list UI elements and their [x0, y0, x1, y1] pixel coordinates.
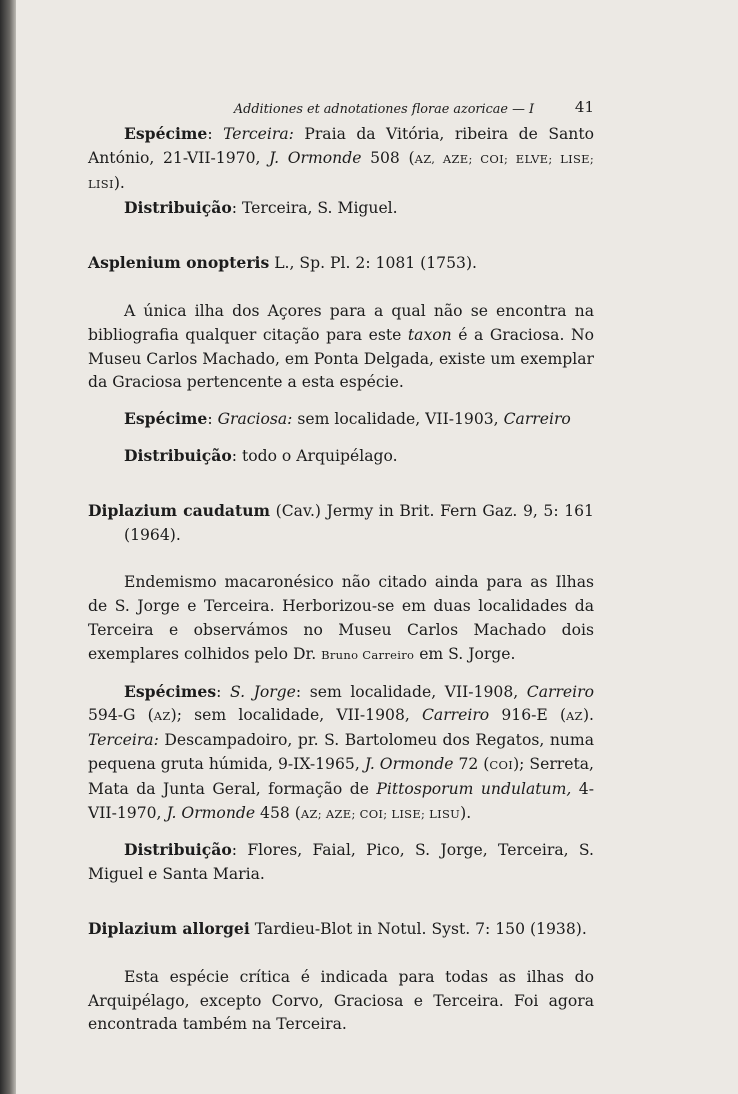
species-name: Asplenium onopteris	[88, 253, 270, 273]
specimen-label: Espécime	[124, 124, 208, 143]
species-citation: (Cav.) Jermy in Brit. Fern Gaz. 9, 5: 161 (1964).	[124, 501, 594, 544]
place-name: Graciosa:	[217, 410, 293, 429]
herbaria-codes: AZ	[566, 709, 583, 724]
place-name: S. Jorge	[229, 682, 296, 701]
specimen-paragraph: Espécime: Terceira: Praia da Vitória, ribeira de Santo António, 21-VII-1970, J. Ormonde 508 (AZ, AZE; COI; ELVE; LISE; LISI).	[88, 124, 595, 192]
herbaria-codes: AZ, AZE; COI; ELVE; LISE; LISI	[88, 151, 595, 191]
specimen-text: ); sem localidade, VII-1908,	[170, 706, 422, 725]
collector-name: J. Ormonde	[269, 148, 362, 167]
distribution-label: Distribuição	[124, 445, 232, 465]
species-heading	[88, 251, 594, 276]
species-heading	[88, 499, 594, 548]
herbaria-codes: AZ; AZE; COI; LISE; LISU	[300, 806, 461, 821]
species-citation: Tardieu-Blot in Notul. Syst. 7: 150 (1938).	[249, 919, 587, 938]
page-number: 41	[574, 98, 594, 116]
herbaria-codes: COI	[489, 757, 514, 772]
distribution-label: Distribuição	[124, 840, 232, 860]
specimen-text: Descampadoiro, pr. S. Bartolomeu dos Regatos, numa pequena gruta húmida, 9-IX-1965,	[88, 731, 594, 773]
specimen-text: 72 (	[453, 754, 490, 773]
specimens-label: Espécimes	[124, 681, 217, 701]
species-citation: L., Sp. Pl. 2: 1081 (1753).	[269, 254, 477, 273]
collector-name: Carreiro	[526, 682, 594, 701]
specimen-text: 458 (	[255, 803, 301, 822]
person-name: Bruno Carreiro	[321, 647, 415, 662]
specimen-text: 508 (	[361, 148, 415, 167]
body-paragraph	[88, 300, 594, 395]
running-title: Additiones et adnotationes florae azoricae — I	[233, 102, 534, 117]
collector-name: Carreiro	[503, 410, 571, 429]
body-text: em S. Jorge.	[414, 644, 516, 663]
specimen-text: 4-VII-1970,	[88, 779, 594, 822]
body-text: Endemismo macaronésico não citado ainda para as Ilhas de S. Jorge e Terceira. Herborizou-se em duas localidades da Terceira e observámos no Museu Carlos Machado dois exemplares colhidos pelo Dr.	[88, 573, 594, 663]
page-content	[88, 94, 594, 1037]
distribution-paragraph	[88, 838, 594, 887]
specimen-text: sem localidade, VII-1903,	[292, 410, 504, 429]
distribution-label: Distribuição	[124, 198, 232, 218]
species-heading	[88, 917, 594, 942]
running-header	[88, 94, 594, 118]
distribution-text: : Flores, Faial, Pico, S. Jorge, Terceira, S. Miguel e Santa Maria.	[88, 841, 594, 884]
distribution-paragraph	[88, 444, 594, 469]
body-paragraph	[88, 571, 594, 667]
body-text: é a Graciosa. No Museu Carlos Machado, em Ponta Delgada, existe um exemplar da Graciosa pertencente a esta espécie.	[88, 325, 594, 392]
collector-name: Carreiro	[422, 706, 490, 725]
specimens-paragraph: Espécimes: S. Jorge: sem localidade, VII-1908, Carreiro 594-G (AZ); sem localidade, VII-1908, Carreiro 916-E (AZ). Terceira: Descampadoiro, pr. S. Bartolomeu dos Regatos, numa pequena gruta húmida, 9-IX-1965, J. Ormonde 72 (COI); Serreta, Mata da Junta Geral, formação de Pittosporum undulatum, 4-VII-1970, J. Ormonde 458 (AZ; AZE; COI; LISE; LISU).	[88, 681, 594, 822]
place-name: Terceira:	[223, 125, 294, 143]
body-text: Esta espécie crítica é indicada para todas as ilhas do Arquipélago, excepto Corvo, Graciosa e Terceira. Foi agora encontrada também na Terceira.	[88, 967, 594, 1034]
specimen-text: ).	[460, 803, 472, 822]
species-name: Diplazium caudatum	[88, 500, 271, 520]
specimen-text: 916-E (	[489, 706, 567, 725]
specimen-label: Espécime	[124, 409, 208, 429]
place-name: Terceira:	[88, 731, 159, 750]
distribution-paragraph	[88, 196, 594, 221]
specimen-text: ); Serreta, Mata da Junta Geral, formação de	[88, 754, 594, 798]
collector-name: J. Ormonde	[364, 754, 454, 773]
specimen-text: ).	[582, 706, 594, 725]
book-page	[16, 0, 738, 1094]
specimen-paragraph: Espécime: Graciosa: sem localidade, VII-1903, Carreiro	[124, 409, 571, 429]
species-name: Diplazium allorgei	[88, 918, 250, 938]
formation-name: Pittosporum undulatum,	[376, 779, 572, 798]
taxon-word: taxon	[407, 325, 452, 344]
body-text: A única ilha dos Açores para a qual não se encontra na bibliografia qualquer citação para este	[88, 301, 594, 344]
page-edge-shadow	[0, 0, 16, 1094]
distribution-text: : todo o Arquipélago.	[231, 446, 398, 465]
herbaria-codes: AZ	[153, 709, 171, 724]
specimen-text: Praia da Vitória, ribeira de Santo António, 21-VII-1970,	[88, 125, 594, 167]
collector-name: J. Ormonde	[166, 803, 256, 822]
body-paragraph	[88, 966, 594, 1037]
specimen-text: : sem localidade, VII-1908,	[295, 682, 527, 701]
specimen-text: ).	[113, 173, 125, 192]
distribution-text: : Terceira, S. Miguel.	[231, 199, 398, 218]
specimen-text: 594-G (	[88, 706, 154, 725]
